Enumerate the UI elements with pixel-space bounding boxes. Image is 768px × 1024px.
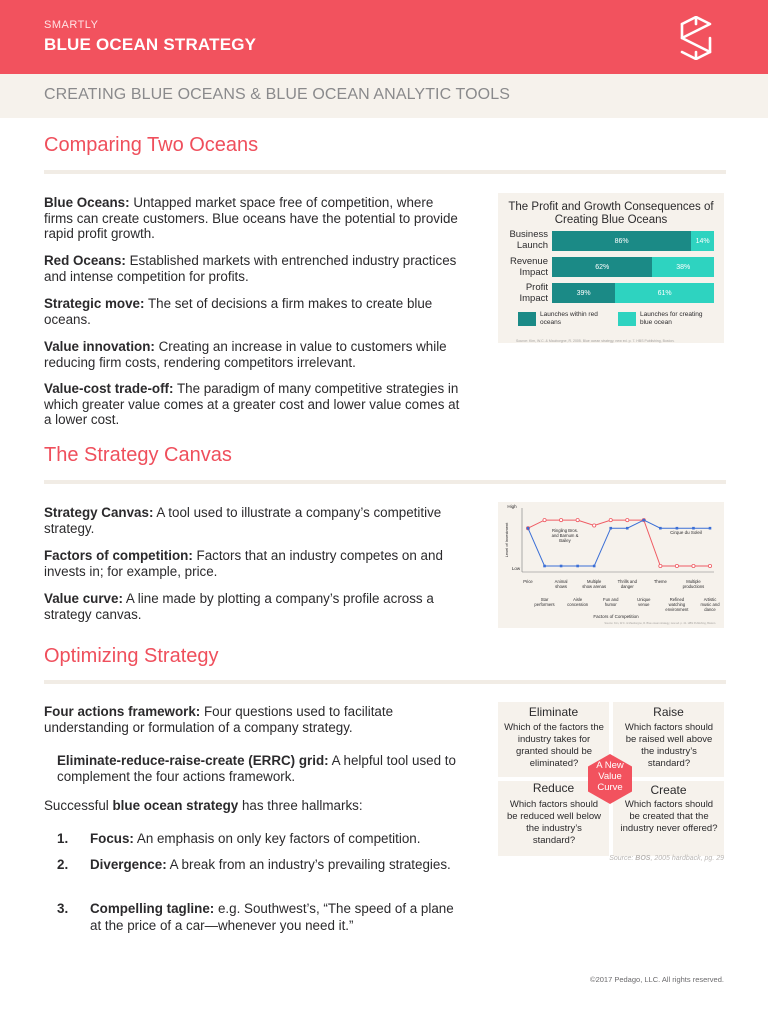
category-label: Profit Impact: [519, 282, 548, 304]
document-title: BLUE OCEAN STRATEGY: [44, 35, 257, 54]
section-divider: [44, 480, 726, 484]
data-point: [643, 519, 646, 522]
errc-grid: [498, 702, 724, 856]
strategy-canvas-chart: [498, 502, 724, 628]
data-point: [626, 519, 629, 522]
x-tick-label: Animal: [554, 579, 568, 584]
errc-text-reduce: Which factors should be reduced well below the industry’s standard?: [506, 799, 601, 846]
x-tick-label: Theme: [653, 579, 667, 584]
section-title-comparing: Comparing Two Oceans: [44, 134, 259, 156]
brand-name: SMARTLY: [44, 19, 99, 31]
data-point: [675, 564, 678, 567]
errc-heading-reduce: Reduce: [532, 781, 575, 795]
x-tick-label: venue: [638, 602, 650, 607]
y-axis-label: Level of Investment: [504, 522, 509, 558]
legend-swatch-red-oceans: [518, 312, 536, 326]
chart-title: The Profit and Growth Consequences of Creating Blue Oceans: [508, 201, 714, 226]
x-tick-label: Price: [523, 579, 533, 584]
bar-segment: 14%: [691, 231, 714, 251]
x-tick-label: Unique: [637, 597, 651, 602]
data-point: [659, 527, 662, 530]
legend-label: Launches within red oceans: [540, 311, 598, 326]
x-tick-label: danger: [620, 584, 634, 589]
data-point: [576, 519, 579, 522]
data-point: [527, 527, 530, 530]
cirque-value-curve: [528, 520, 710, 566]
bar-segment: 61%: [615, 283, 714, 303]
data-point: [543, 565, 546, 568]
x-tick-label: environment: [665, 607, 689, 612]
definition-blue-oceans: Blue Oceans: Untapped market space free of competition, where firms can create customers. Blue oceans have the potential to provide rapid profit growth.: [44, 195, 458, 241]
errc-heading-create: Create: [650, 783, 687, 797]
section-title-strategy-canvas: The Strategy Canvas: [44, 444, 232, 466]
smartly-s-logo-icon: [678, 16, 714, 60]
section-title-optimizing: Optimizing Strategy: [44, 645, 219, 667]
y-tick-label: Low: [511, 566, 521, 571]
errc-text-create: Which factors should be created that the industry never offered?: [620, 799, 718, 834]
strategy-canvas-svg: [498, 502, 724, 628]
errc-text-raise: Which factors should be raised well above the industry’s standard?: [624, 722, 714, 769]
x-tick-label: Star: [540, 597, 549, 602]
new-value-curve-label: A New Value Curve: [596, 760, 624, 793]
x-tick-label: Multiple: [686, 579, 701, 584]
subheader-title: CREATING BLUE OCEANS & BLUE OCEAN ANALYTIC TOOLS: [44, 86, 510, 103]
errc-text-eliminate: Which of the factors the industry takes for granted should be eliminated?: [504, 722, 604, 769]
x-tick-label: Refined: [669, 597, 685, 602]
x-tick-label: shows: [555, 584, 568, 589]
x-tick-label: Fun and: [603, 597, 619, 602]
list-number: 3.: [57, 901, 69, 916]
x-tick-label: Artistic: [703, 597, 717, 602]
data-point: [609, 527, 612, 530]
hallmarks-intro: Successful blue ocean strategy has three hallmarks:: [44, 798, 363, 813]
series-label-ringling: Ringling Bros.: [551, 528, 579, 533]
data-point: [543, 519, 546, 522]
data-point: [609, 519, 612, 522]
list-number: 2.: [57, 857, 69, 872]
x-tick-label: music and: [700, 602, 720, 607]
data-point: [593, 524, 596, 527]
x-tick-label: concession: [567, 602, 589, 607]
data-point: [576, 565, 579, 568]
x-tick-label: humor: [604, 602, 617, 607]
hallmark-divergence: Divergence: A break from an industry’s prevailing strategies.: [90, 857, 451, 872]
x-tick-label: Thrills and: [617, 579, 637, 584]
x-tick-label: watching: [668, 602, 686, 607]
errc-heading-eliminate: Eliminate: [528, 705, 579, 719]
data-point: [593, 565, 596, 568]
series-label-ringling: Bailey: [559, 538, 571, 543]
section-divider: [44, 170, 726, 174]
definition-four-actions: Four actions framework: Four questions used to facilitate understanding or formulation of a company strategy.: [44, 704, 394, 735]
bar-segment: 86%: [552, 231, 691, 251]
definition-red-oceans: Red Oceans: Established markets with entrenched industry practices and intense competition for profits.: [44, 253, 457, 284]
ringling-value-curve: [528, 520, 710, 566]
definition-value-innovation: Value innovation: Creating an increase in value to customers while reducing firm costs, rendering competitors irrelevant.: [44, 339, 447, 370]
data-point: [626, 527, 629, 530]
data-point: [692, 564, 695, 567]
x-tick-label: show arenas: [582, 584, 607, 589]
y-tick-label: High: [507, 504, 517, 509]
bar-segment: 38%: [652, 257, 714, 277]
hallmark-compelling-tagline: Compelling tagline: e.g. Southwest’s, “The speed of a plane at the price of a car—whenever you need it.”: [90, 901, 454, 933]
chart-source: Source: Kim, W.C. & Mauborgne, R. 2005. Blue ocean strategy, new ed. p. 7. HBS Publishing, Boston.: [516, 339, 675, 343]
copyright: ©2017 Pedago, LLC. All rights reserved.: [590, 975, 724, 984]
data-point: [708, 564, 711, 567]
series-label-ringling: and Barnum &: [551, 533, 579, 538]
section-divider: [44, 680, 726, 684]
errc-source: Source: BOS, 2005 hardback, pg. 29: [609, 855, 724, 862]
definition-factors-of-competition: Factors of competition: Factors that an industry competes on and invests in; for example, price.: [44, 548, 443, 579]
category-label: Revenue Impact: [509, 256, 548, 278]
chart-source: Source: Kim, W.C. & Mauborgne, R. Blue ocean strategy, new ed. p. 41. HBS Publishing, Boston.: [604, 622, 716, 625]
series-label-cirque: Cirque du Soleil: [670, 530, 702, 535]
data-point: [659, 564, 662, 567]
hallmark-focus: Focus: An emphasis on only key factors of competition.: [90, 831, 421, 846]
legend-swatch-blue-ocean: [618, 312, 636, 326]
definition-strategy-canvas: Strategy Canvas: A tool used to illustrate a company’s competitive strategy.: [44, 505, 442, 536]
category-label: Business Launch: [509, 229, 548, 251]
bar-segment: 39%: [552, 283, 615, 303]
errc-heading-raise: Raise: [653, 705, 684, 719]
x-tick-label: Aisle: [573, 597, 583, 602]
definition-value-cost-tradeoff: Value-cost trade-off: The paradigm of many competitive strategies in which greater value comes at a greater cost and lower value comes at a lower cost.: [44, 381, 460, 427]
definition-errc-grid: Eliminate-reduce-raise-create (ERRC) grid: A helpful tool used to complement the four actions framework.: [57, 753, 456, 784]
profit-growth-chart: [498, 193, 724, 343]
x-tick-label: Multiple: [586, 579, 602, 584]
x-tick-label: productions: [682, 584, 705, 589]
x-tick-label: performers: [534, 602, 555, 607]
x-tick-label: dance: [704, 607, 716, 612]
data-point: [709, 527, 712, 530]
definition-strategic-move: Strategic move: The set of decisions a firm makes to create blue oceans.: [44, 296, 433, 327]
x-axis-label: Factors of Competition: [593, 614, 639, 619]
data-point: [559, 519, 562, 522]
legend-label: Launches for creating blue ocean: [640, 311, 703, 326]
subheader-bar: [0, 74, 768, 118]
bar-segment: 62%: [552, 257, 652, 277]
header-bar: [0, 0, 768, 74]
data-point: [560, 565, 563, 568]
list-number: 1.: [57, 831, 69, 846]
definition-value-curve: Value curve: A line made by plotting a company’s profile across a strategy canvas.: [44, 591, 434, 622]
